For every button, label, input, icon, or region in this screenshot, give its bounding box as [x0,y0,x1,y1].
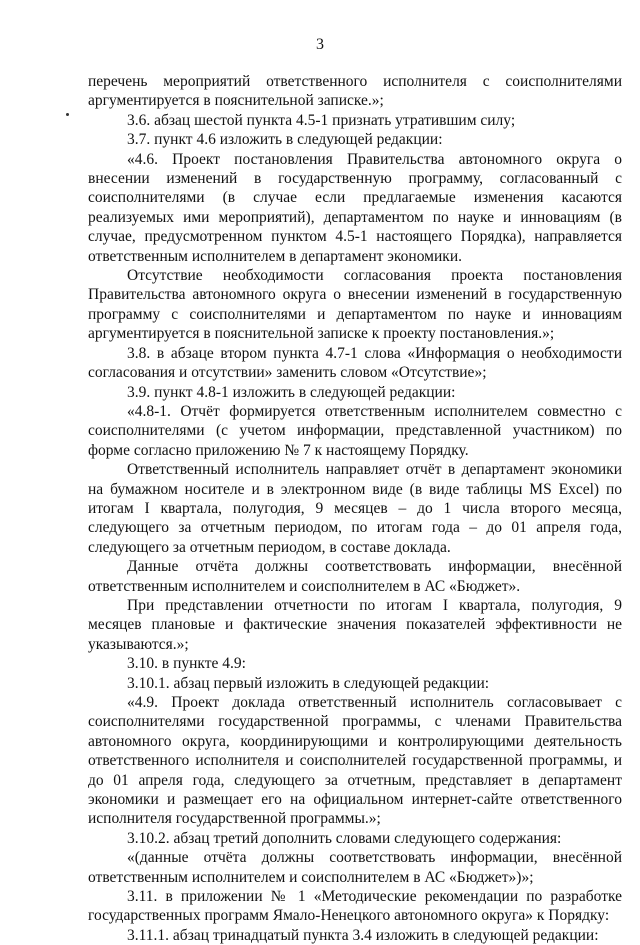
paragraph: Данные отчёта должны соответствовать информации, внесённой ответственным исполнителем и соисполнителем в АС «Бюджет». [88,558,622,595]
margin-mark [66,113,69,116]
paragraph: «(данные отчёта должны соответствовать информации, внесённой ответственным исполнителем и соисполнителем в АС «Бюджет»)»; [88,849,622,886]
paragraph: «4.9. Проект доклада ответственный исполнитель согласовывает с соисполнителями государственной программы, с членами Правительства автономного округа, координирующими и контролирующими деятельность ответственного исполнителя и соисполнителей государственной программы, и до 01 апреля года, следующего за отчетным, представляет в департамент экономики и размещает его на официальном интернет-сайте ответственного исполнителя государственной программы.»; [88,694,622,828]
paragraph: 3.10. в пункте 4.9: [127,655,246,673]
paragraph: «4.6. Проект постановления Правительства автономного округа о внесении изменений в государственную программу, согласованный с соисполнителями (в случае если предлагаемые изменения касаются реализуемых ими мероприятий), департаментом по науке и инновациям (в случае, предусмотренном пунктом 4.5-1 настоящего Порядка), направляется ответственным исполнителем в департамент экономики. [88,150,622,265]
paragraph: 3.11.1. абзац тринадцатый пункта 3.4 изложить в следующей редакции: [127,926,599,944]
paragraph: 3.9. пункт 4.8-1 изложить в следующей редакции: [127,383,456,401]
document-body [88,72,622,945]
paragraph: 3.11. в приложении № 1 «Методические рекомендации по разработке государственных программ Ямало-Ненецкого автономного округа» к Порядку: [88,888,622,925]
paragraph: Ответственный исполнитель направляет отчёт в департамент экономики на бумажном носителе и в электронном виде (в виде таблицы MS Excel) по итогам I квартала, полугодия, 9 месяцев – до 1 числа второго месяца, следующего за отчетным периодом, по итогам года – до 01 апреля года, следующего за отчетным периодом, в составе доклада. [88,461,622,556]
paragraph: 3.6. абзац шестой пункта 4.5-1 признать утратившим силу; [127,111,516,129]
paragraph: «4.8-1. Отчёт формируется ответственным исполнителем совместно с соисполнителями (с учетом информации, представленной участником) по форме согласно приложению № 7 к настоящему Порядку. [88,402,622,459]
paragraph: 3.10.2. абзац третий дополнить словами следующего содержания: [127,829,562,847]
paragraph: При представлении отчетности по итогам I квартала, полугодия, 9 месяцев плановые и фактические значения показателей эффективности не указываются.»; [88,596,622,653]
paragraph: Отсутствие необходимости согласования проекта постановления Правительства автономного округа о внесении изменений в государственную программу с соисполнителями и департаментом по науке и инновациям аргументируется в пояснительной записке к проекту постановления.»; [88,267,622,343]
page-number: 3 [316,36,324,53]
paragraph: перечень мероприятий ответственного исполнителя с соисполнителями аргументируется в пояснительной записке.»; [88,73,622,110]
paragraph: 3.7. пункт 4.6 изложить в следующей редакции: [127,131,443,149]
paragraph: 3.10.1. абзац первый изложить в следующей редакции: [127,674,490,692]
paragraph: 3.8. в абзаце втором пункта 4.7-1 слова «Информация о необходимости согласования и отсутствии» заменить словом «Отсутствие»; [88,344,622,382]
